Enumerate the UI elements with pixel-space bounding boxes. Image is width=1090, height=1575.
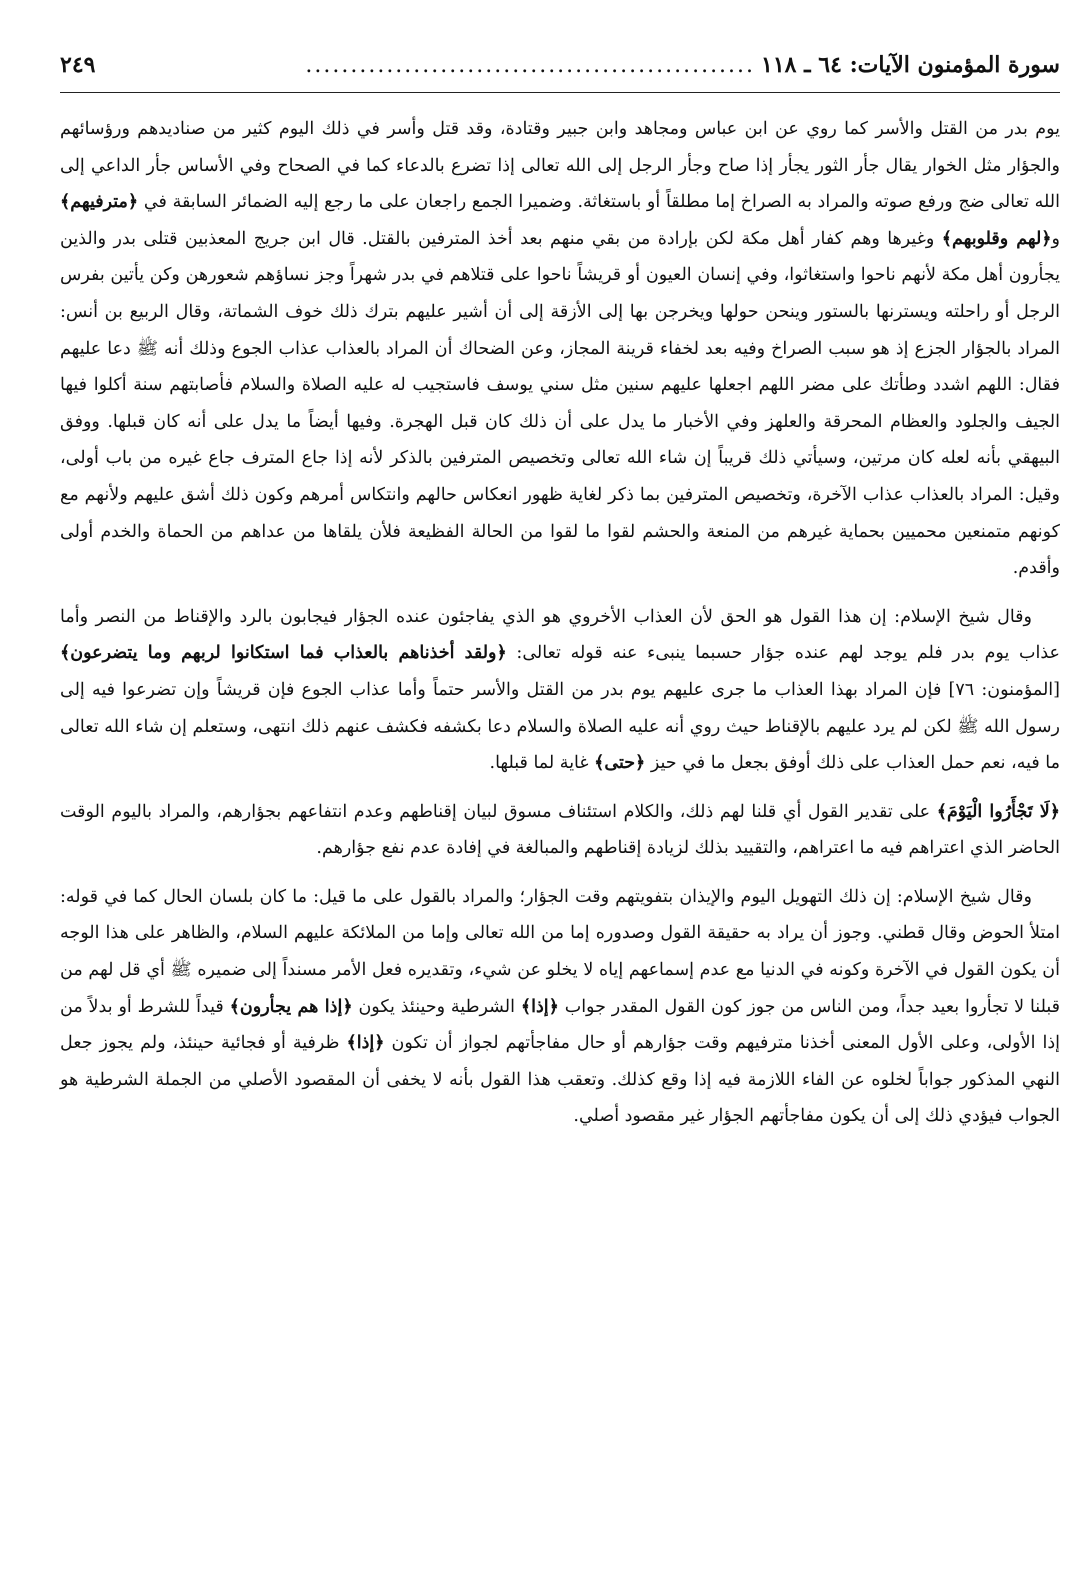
text-segment: ظرفية أو فجائية حينئذ، ولم يجوز جعل النهي المذكور جواباً لخلوه عن الفاء اللازمة فيه إذا وقع كذلك. وتعقب هذا القول بأنه لا يخفى أن المقصود الأصلي من الجملة الشرطية هو الجواب فيؤدي ذلك إلى أن يكون مفاجأتهم الجؤار غير مقصود أصلي. [60, 1033, 1060, 1127]
text-segment: قيداً للشرط أو بدلاً من إذا الأولى، وعلى الأول المعنى أخذنا مترفيهم وقت جؤارهم أو حال مفاجأتهم لجواز أن تكون [60, 996, 1060, 1054]
text-segment: وقال شيخ الإسلام: إن ذلك التهويل اليوم والإيذان بتفويتهم وقت الجؤار؛ والمراد بالقول على ما قيل: ما كان بلسان الحال كما في قوله: امتلأ الحوض وقال قطني. وجوز أن يراد به حقيقة القول وصدوره إما من الله تعالى وإما من الملائكة عليهم السلام، والظاهر على هذا الوجه أن يكون القول في الآخرة وكونه في الدنيا مع عدم إسماعهم إياه لا يخلو عن شيء، وتقديره فعل الأمر مسنداً إلى ضميره ﷺ أي قل لهم من قبلنا لا تجأروا بعيد جداً، ومن الناس من جوز كون القول المقدر جواب [60, 886, 1061, 1017]
paragraph-1 [60, 111, 1060, 587]
quran-quote: ﴿إذا﴾ [520, 996, 559, 1017]
leader-dots: .................................................. [305, 53, 756, 78]
quran-quote: ﴿إذا﴾ [346, 1033, 385, 1054]
book-page [60, 52, 1060, 1552]
quran-quote: ﴿ولقد أخذناهم بالعذاب فما استكانوا لربهم وما يتضرعون﴾ [60, 643, 507, 664]
quran-quote: ﴿لَا تَجْأَرُوا الْيَوْمَ﴾ [936, 801, 1060, 822]
text-segment: وقال شيخ الإسلام: إن هذا القول هو الحق لأن العذاب الأخروي هو الذي يفاجئون عنده الجؤار فيجابون بالرد والإقناط من النصر وأما عذاب يوم بدر فلم يوجد لهم عنده جؤار حسبما ينبىء عنه قوله تعالى: [60, 606, 1060, 664]
body-text [60, 111, 1060, 1135]
text-segment: [المؤمنون: ٧٦] فإن المراد بهذا العذاب ما جرى عليهم يوم بدر من القتل والأسر حتماً وأما عذاب الجوع فإن قريشاً وإن تضرعوا فيه إلى رسول الله ﷺ لكن لم يرد عليهم بالإقناط حيث روي أنه عليه الصلاة والسلام دعا بكشفه فكشف عنهم ذلك انتهى، وستعلم إن شاء الله تعالى ما فيه، نعم حمل العذاب على ذلك أوفق بجعل ما في حيز [60, 679, 1060, 774]
text-segment: على تقدير القول أي قلنا لهم ذلك، والكلام استئناف مسوق لبيان إقناطهم وعدم انتفاعهم بجؤارهم، والمراد باليوم الوقت الحاضر الذي اعتراهم فيه ما اعتراهم، والتقييد بذلك لزيادة إقناطهم والمبالغة في إفادة عدم نفع جؤارهم. [60, 801, 1060, 859]
page-number: ٢٤٩ [60, 52, 96, 78]
text-segment: غاية لما قبلها. [489, 753, 595, 774]
running-header [60, 52, 1060, 93]
quran-quote: ﴿لهم وقلوبهم﴾ [941, 228, 1052, 249]
quran-quote: ﴿إذا هم يجأرون﴾ [229, 996, 353, 1017]
text-segment: وغيرها وهم كفار أهل مكة لكن بإرادة من بقي منهم بعد أخذ المترفين بالقتل. قال ابن جريج المعذبين قتلى بدر والذين يجأرون أهل مكة لأنهم ناحوا واستغاثوا، وفي إنسان العيون أو قريشاً ناحوا على قتلاهم في بدر شهراً وجز نساؤهم شعورهن وكن يأتين بفرس الرجل أو راحلته ويسترنها بالستور وينحن حولها ويخرجن بها إلى الأزقة إلى أن أشير عليهم بترك ذلك خوف الشماتة، وقال الربيع بن أنس: المراد بالجؤار الجزع إذ هو سبب الصراخ وفيه بعد لخفاء قرينة المجاز، وعن الضحاك أن المراد بالعذاب عذاب الجوع وذلك أنه ﷺ دعا عليهم فقال: اللهم اشدد وطأتك على مضر اللهم اجعلها عليهم سنين مثل سني يوسف فاستجيب له عليه الصلاة والسلام فأصابتهم سنة أكلوا فيها الجيف والجلود والعظام المحرقة والعلهز وفي الأخبار ما يدل على أن ذلك كان قبل الهجرة. وفيها أيضاً ما يدل على أنه كان قبلها. ووفق البيهقي بأنه لعله كان مرتين، وسيأتي ذلك قريباً إن شاء الله تعالى وتخصيص المترفين بالذكر لأنه إذا جاع المترف جاع غيره من باب أولى، وقيل: المراد بالعذاب عذاب الآخرة، وتخصيص المترفين بما ذكر لغاية ظهور انعكاس حالهم وانتكاس أمرهم وكون ذلك أشق عليهم ولأنهم مع كونهم متمنعين محميين بحماية غيرهم من المنعة والحشم لقوا ما لقوا من الحالة الفظيعة فلأن يلقاها من عداهم من الحماة والخدم أولى وأقدم. [60, 228, 1060, 579]
text-segment: الشرطية وحينئذ يكون [352, 996, 521, 1017]
surah-title: سورة المؤمنون الآيات: ٦٤ ـ ١١٨ [761, 52, 1060, 78]
text-segment: يوم بدر من القتل والأسر كما روي عن ابن عباس ومجاهد وابن جبير وقتادة، وقد قتل وأسر في ذلك اليوم كثير من صناديدهم ورؤسائهم والجؤار مثل الخوار يقال جأر الثور يجأر إذا صاح وجأر الرجل إلى الله تعالى إذا تضرع بالدعاء كما في الصحاح وفي الأساس جأر الداعي إلى الله تعالى ضج ورفع صوته والمراد به الصراخ إما مطلقاً أو باستغاثة. وضميرا الجمع راجعان على ما رجع إليه الضمائر السابقة في [60, 119, 1060, 213]
quran-quote: ﴿حتى﴾ [594, 753, 646, 774]
paragraph-3 [60, 794, 1060, 867]
paragraph-2 [60, 599, 1060, 782]
paragraph-4 [60, 879, 1060, 1135]
text-segment: و [1051, 228, 1060, 249]
quran-quote: ﴿مترفيهم﴾ [60, 192, 139, 213]
